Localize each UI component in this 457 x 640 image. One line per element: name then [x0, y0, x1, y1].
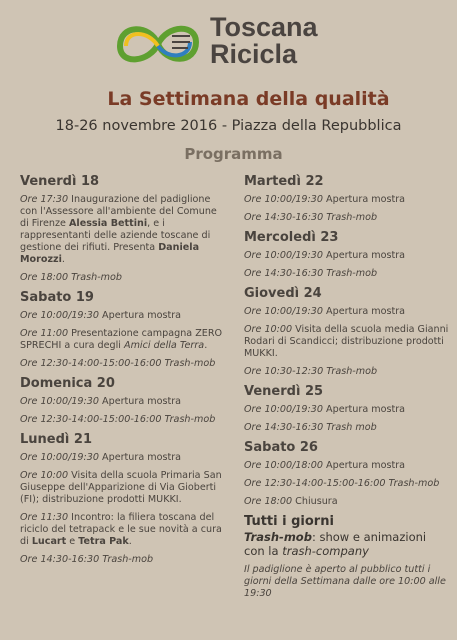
event-text: Trash-mob	[326, 212, 378, 223]
event-item	[244, 324, 449, 360]
event-item	[244, 194, 449, 206]
event-text: e	[66, 536, 79, 547]
event-item	[20, 414, 225, 426]
event-text: Trash-mob	[164, 358, 216, 369]
all-days-trashmob	[244, 530, 449, 558]
event-text: Chiusura	[295, 496, 338, 507]
event-text: Trash-mob	[326, 268, 378, 279]
event-text: Visita della scuola Primaria San Giuseppe dell'Apparizione di Via Gioberti (FI); distribuzione prodotti MUKKI.	[20, 470, 222, 505]
event-time: Ore 12:30-14:00-15:00-16:00	[20, 358, 162, 369]
event-text: Apertura mostra	[326, 250, 406, 261]
event-text: Apertura mostra	[102, 396, 182, 407]
event-time: Ore 14:30-16:30	[244, 422, 324, 433]
event-text: Trash mob	[326, 422, 377, 433]
programme-heading: Programma	[184, 145, 283, 163]
event-item	[244, 422, 449, 434]
event-text: .	[128, 536, 132, 547]
event-text: Trash-mob	[388, 478, 440, 489]
event-time: Ore 14:30-16:30	[244, 268, 324, 279]
event-time: Ore 10:00/19:30	[20, 310, 99, 321]
event-time: Ore 14:30-16:30	[244, 212, 324, 223]
event-time: Ore 10:00/19:30	[244, 194, 323, 205]
event-item	[20, 310, 225, 322]
event-time: Ore 10:00/19:30	[244, 250, 323, 261]
event-item	[244, 496, 449, 508]
day-heading: Sabato 26	[244, 440, 318, 455]
event-text: Daniela Morozzi	[20, 242, 200, 265]
event-text: Inaugurazione del padiglione con l'Assessore all'ambiente del Comune di Firenze	[20, 194, 217, 229]
all-days-heading: Tutti i giorni	[244, 514, 334, 529]
event-text: .	[204, 340, 208, 351]
trashmob-label: Trash-mob	[244, 530, 312, 544]
day-heading: Venerdì 25	[244, 384, 324, 399]
event-text: Apertura mostra	[102, 310, 182, 321]
event-text: Trash-mob	[326, 366, 378, 377]
opening-note: Il padiglione è aperto al pubblico tutti i giorni della Settimana dalle ore 10:00 alle 19:30	[244, 564, 446, 599]
event-time: Ore 18:00	[244, 496, 293, 507]
event-text: Incontro: la filiera toscana del riciclo del tetrapack e le sue novità a cura di	[20, 512, 222, 547]
event-text: Apertura mostra	[326, 306, 406, 317]
trashmob-text: : show e animazioni con la	[244, 530, 427, 558]
day-heading: Martedì 22	[244, 174, 324, 189]
event-time: Ore 11:30	[20, 512, 69, 523]
page-subtitle: 18-26 novembre 2016 - Piazza della Repubblica	[55, 118, 402, 134]
left-column	[20, 170, 225, 572]
event-item	[244, 404, 449, 416]
recycle-infinity-icon	[110, 16, 206, 72]
day-heading: Giovedì 24	[244, 286, 322, 301]
event-item	[20, 512, 225, 548]
event-text: Trash-mob	[164, 414, 216, 425]
event-time: Ore 10:00	[20, 470, 69, 481]
event-item	[20, 396, 225, 408]
event-text: Trash-mob	[102, 554, 154, 565]
event-text: Lucart	[31, 536, 67, 547]
event-time: Ore 14:30-16:30	[20, 554, 100, 565]
event-time: Ore 10:00/19:30	[20, 396, 99, 407]
day-heading: Domenica 20	[20, 376, 115, 391]
event-text: Amici della Terra	[124, 340, 205, 351]
event-time: Ore 12:30-14:00-15:00-16:00	[20, 414, 162, 425]
event-text: Apertura mostra	[326, 194, 406, 205]
day-heading: Venerdì 18	[20, 174, 100, 189]
event-time: Ore 11:00	[20, 328, 69, 339]
event-text: Visita della scuola media Gianni Rodari di Scandicci; distribuzione prodotti MUKKI.	[244, 324, 449, 359]
trashcompany-label: trash-company	[282, 544, 369, 558]
event-item	[20, 470, 225, 506]
event-time: Ore 10:00/19:30	[20, 452, 99, 463]
event-item	[244, 460, 449, 472]
event-text: , e i rappresentanti delle aziende toscane di gestione dei rifiuti. Presenta	[20, 218, 211, 253]
event-item	[244, 212, 449, 224]
event-time: Ore 18:00	[20, 272, 69, 283]
event-text: Trash-mob	[71, 272, 122, 283]
day-heading: Lunedì 21	[20, 432, 92, 447]
event-text: Apertura mostra	[102, 452, 182, 463]
day-heading: Sabato 19	[20, 290, 94, 305]
event-time: Ore 10:00/19:30	[244, 306, 323, 317]
event-item	[20, 272, 225, 284]
event-time: Ore 10:30-12:30	[244, 366, 324, 377]
event-item	[20, 328, 225, 352]
logo-line2: Ricicla	[210, 39, 298, 69]
event-text: Apertura mostra	[326, 404, 406, 415]
event-item	[244, 478, 449, 490]
event-item	[244, 366, 449, 378]
event-text: Tetra Pak	[78, 536, 129, 547]
event-item	[244, 250, 449, 262]
event-item	[20, 452, 225, 464]
logo	[110, 14, 350, 72]
event-time: Ore 10:00/19:30	[244, 404, 323, 415]
logo-line1: Toscana	[210, 12, 318, 42]
right-column	[244, 170, 449, 600]
event-item	[244, 268, 449, 280]
event-time: Ore 10:00/18:00	[244, 460, 323, 471]
event-text: .	[61, 254, 65, 265]
event-time: Ore 12:30-14:00-15:00-16:00	[244, 478, 386, 489]
event-text: Alessia Bettini	[69, 218, 148, 229]
event-item	[244, 306, 449, 318]
event-time: Ore 10:00	[244, 324, 293, 335]
event-time: Ore 17:30	[20, 194, 69, 205]
event-text: Presentazione campagna ZERO SPRECHI a cura degli	[20, 328, 223, 351]
event-item	[20, 358, 225, 370]
event-item	[20, 194, 225, 266]
event-text: Apertura mostra	[326, 460, 406, 471]
day-heading: Mercoledì 23	[244, 230, 339, 245]
page-title: La Settimana della qualità	[107, 88, 390, 110]
event-item	[20, 554, 225, 566]
